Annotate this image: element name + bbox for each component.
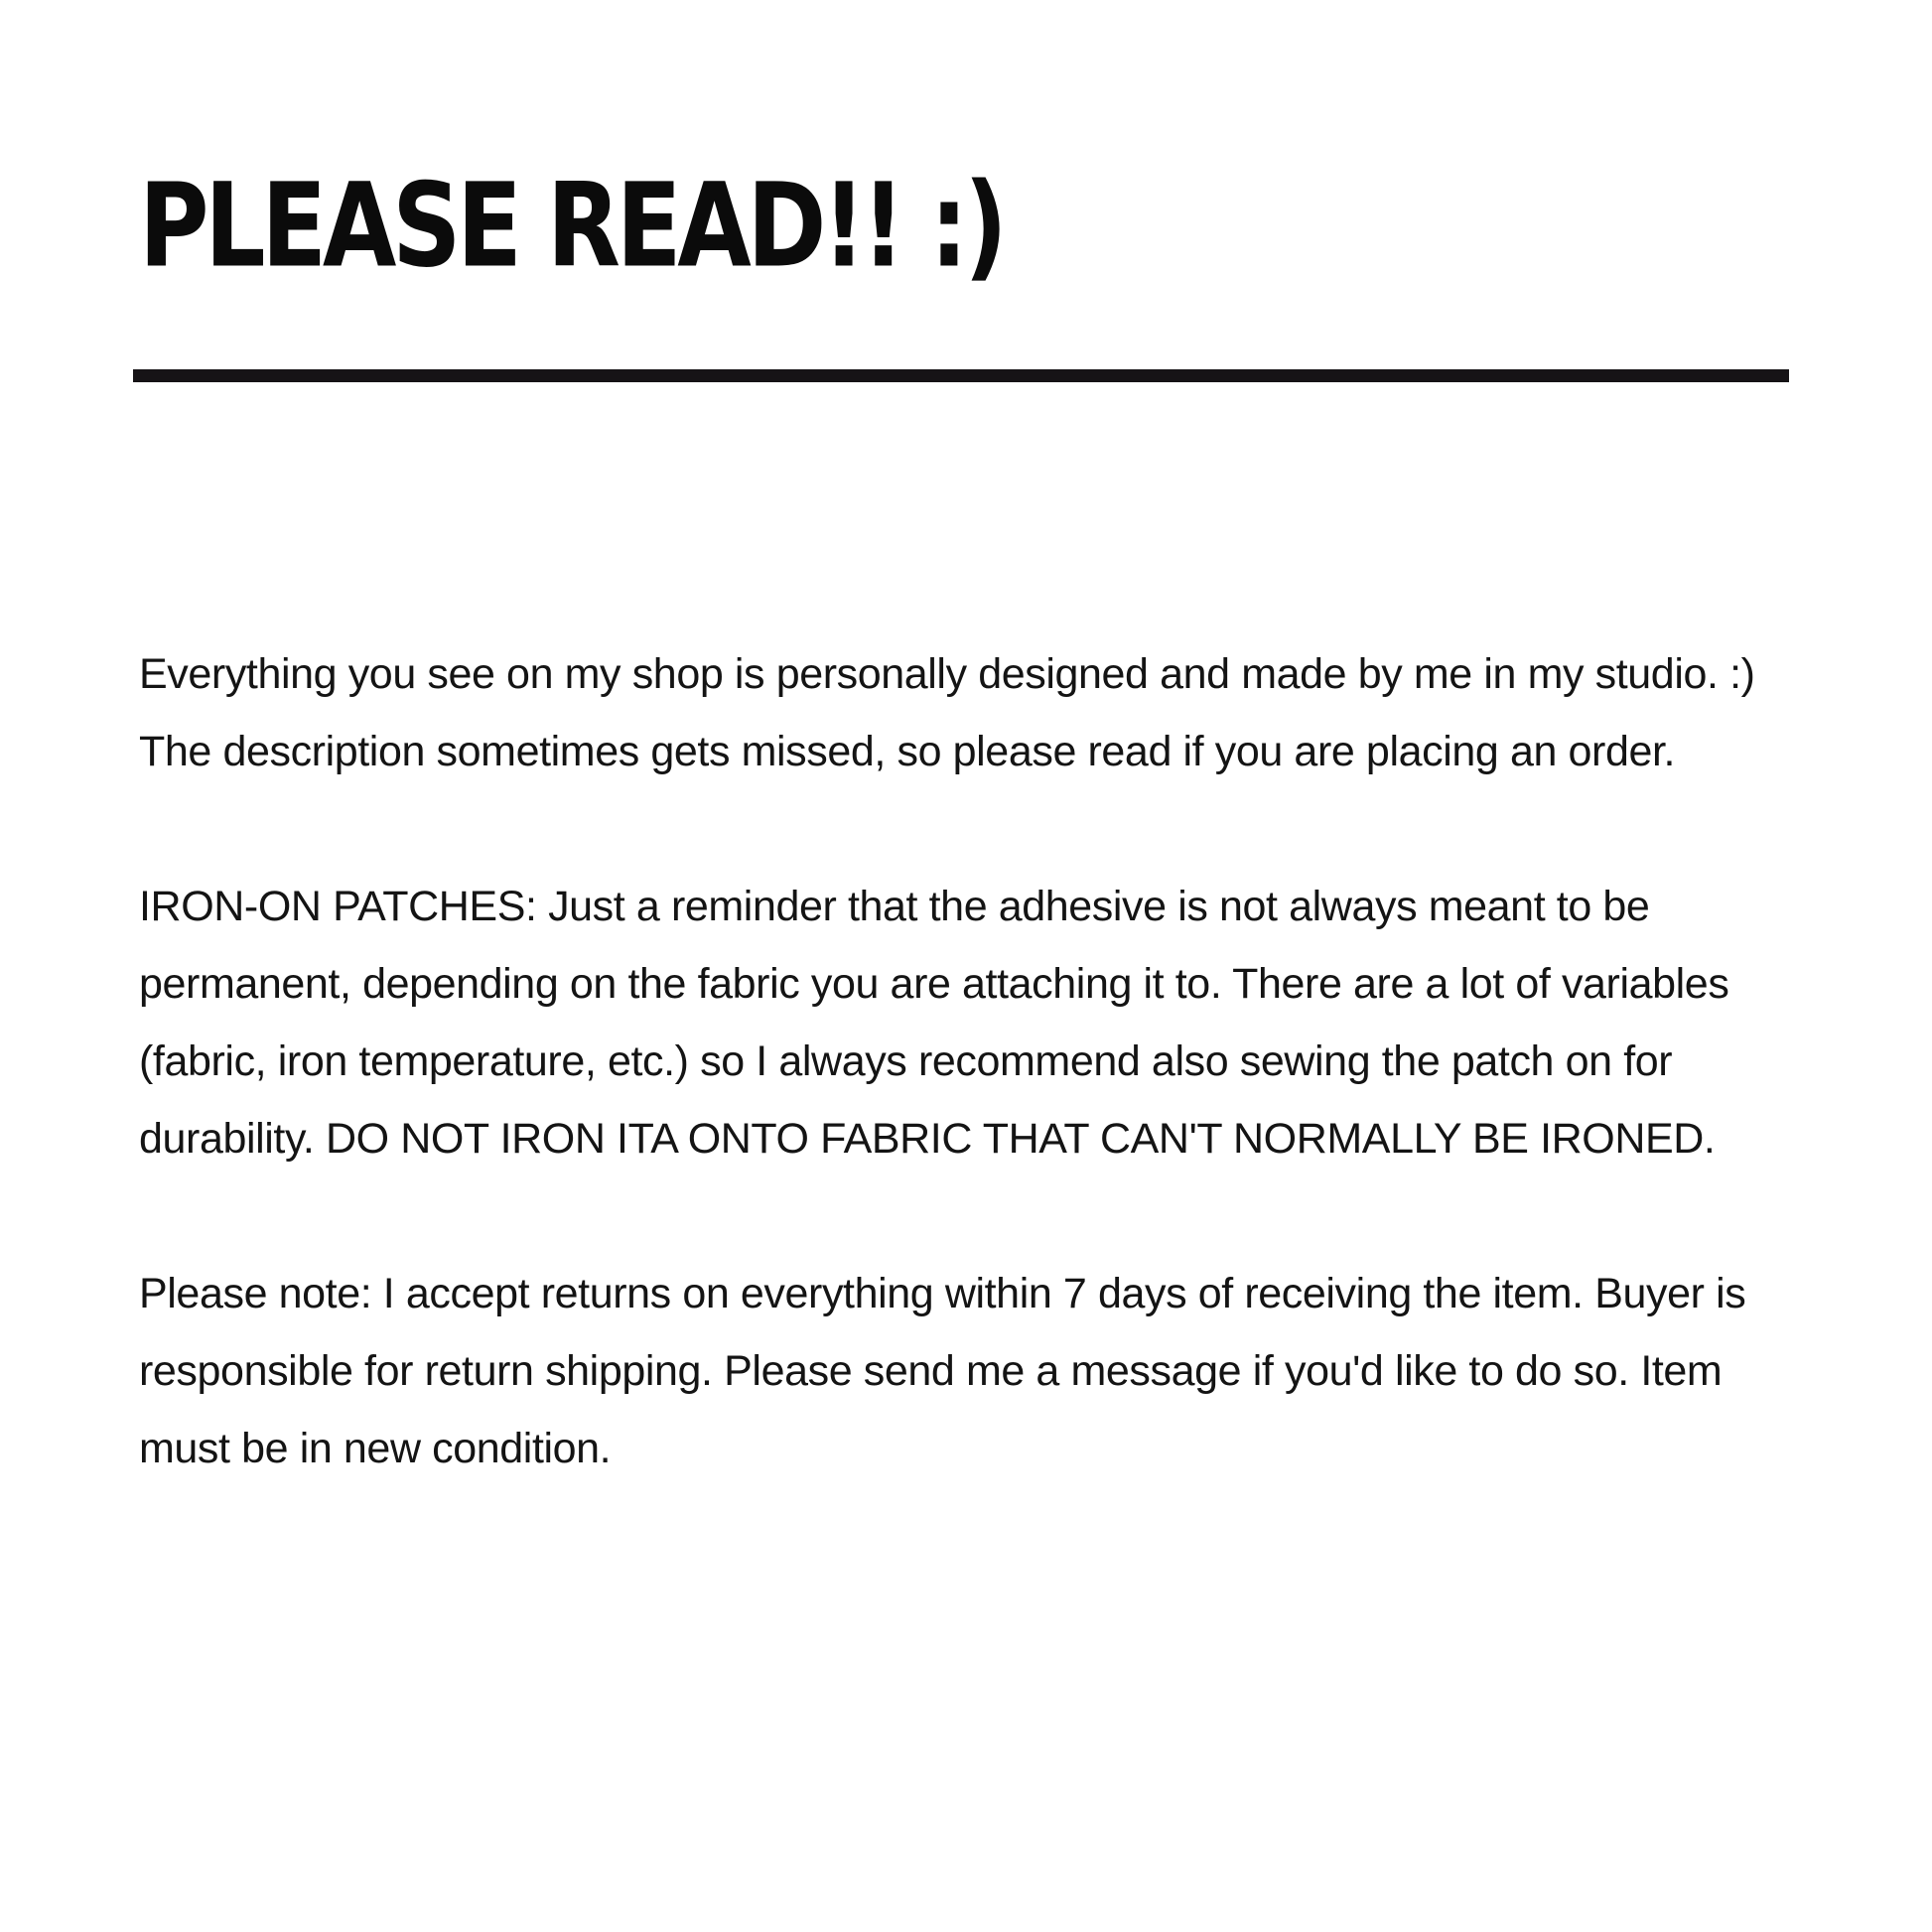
paragraph-returns-policy: Please note: I accept returns on everything within 7 days of receiving the item. Buyer is responsible for return shipping. Please send me a message if you'd like to do so. Item must be in new condition. [139, 1270, 1746, 1472]
page-title: PLEASE READ!! :) [139, 159, 1004, 294]
body-text-block [139, 635, 1803, 1487]
paragraph-iron-on-patches: IRON-ON PATCHES: Just a reminder that the adhesive is not always meant to be permanent, depending on the fabric you are attaching it to. There are a lot of variables (fabric, iron temperature, etc.) so I always recommend also sewing the patch on for durability. DO NOT IRON ITA ONTO FABRIC THAT CAN'T NORMALLY BE IRONED. [139, 883, 1729, 1163]
content-column [139, 0, 1803, 1487]
paragraph-shop-intro: Everything you see on my shop is personally designed and made by me in my studio. :) The description sometimes gets missed, so please read if you are placing an order. [139, 650, 1755, 775]
heading-divider-rule [133, 369, 1789, 382]
